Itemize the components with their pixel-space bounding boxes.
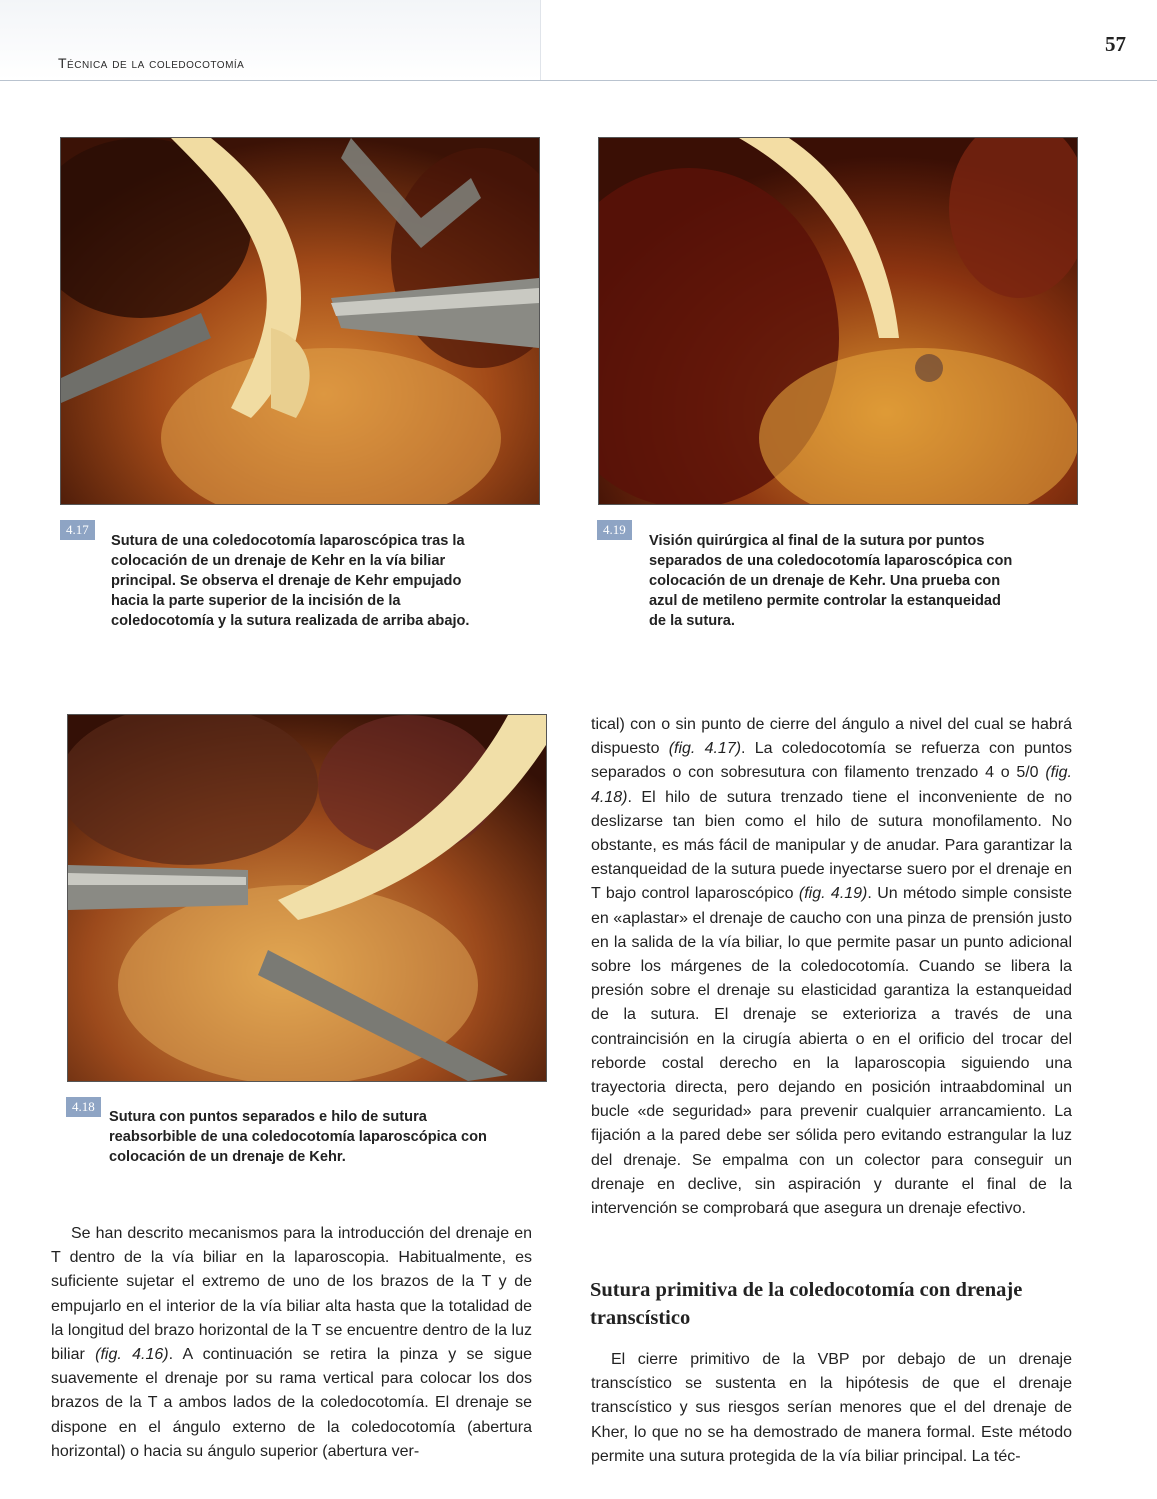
figure-4-19-caption: Visión quirúrgica al final de la sutura por puntos separados de una coledocotomía laparoscópica con colocación de un drenaje de Kehr. Una prueba con azul de metileno permite controlar la estanqueidad de la sutura.	[649, 533, 1013, 629]
figure-4-18-badge: 4.18	[66, 1097, 101, 1117]
figure-4-17-photo	[60, 137, 540, 505]
right-column-text	[591, 713, 1072, 1221]
header-rule	[0, 80, 1157, 81]
figure-4-17-caption: Sutura de una coledocotomía laparoscópica tras la colocación de un drenaje de Kehr en la vía biliar principal. Se observa el drenaje de Kehr empujado hacia la parte superior de la incisión de la coledocotomía y la sutura realizada de arriba abajo.	[111, 533, 470, 629]
figure-4-18-caption: Sutura con puntos separados e hilo de sutura reabsorbible de una coledocotomía laparoscópica con colocación de un drenaje de Kehr.	[109, 1109, 487, 1165]
figure-4-19-badge: 4.19	[597, 520, 632, 540]
right-column-text-2	[591, 1348, 1072, 1469]
figure-reference: (fig. 4.19)	[798, 885, 868, 903]
figure-reference: (fig. 4.18)	[591, 764, 1072, 806]
figure-4-19-photo	[598, 137, 1078, 505]
right-paragraph-2: El cierre primitivo de la VBP por debajo de un drenaje transcístico se sustenta en la hipótesis de que el drenaje transcístico y sus riesgos serían menores que el del drenaje de Kher, lo que no se ha demostrado de manera formal. Este método permite una sutura protegida de la vía biliar principal. La téc-	[591, 1351, 1072, 1465]
left-paragraph-1: Se han descrito mecanismos para la introducción del drenaje en T dentro de la vía biliar en la laparoscopia. Habitualmente, es suficiente sujetar el extremo de uno de los brazos de la T y de empujarlo en el interior de la vía biliar alta hasta que la totalidad de la longitud del brazo horizontal de la T se encuentre dentro de la luz biliar (fig. 4.16). A continuación se retira la pinza y se sigue suavemente el drenaje por su rama vertical para colocar los dos brazos de la T a ambos lados de la coledocotomía. El drenaje se dispone en el ángulo externo de la coledocotomía (abertura horizontal) o hacia su ángulo superior (abertura ver-	[51, 1225, 533, 1460]
figure-reference: (fig. 4.17)	[668, 740, 742, 758]
figure-reference: (fig. 4.16)	[95, 1346, 169, 1364]
figure-4-18-photo	[67, 714, 547, 1082]
running-title: Técnica de la coledocotomía	[58, 55, 245, 71]
figure-4-17-badge: 4.17	[60, 520, 95, 540]
section-title: Sutura primitiva de la coledocotomía con drenaje transcístico	[590, 1279, 1023, 1329]
page-number: 57	[1105, 32, 1126, 56]
left-column-text	[51, 1222, 532, 1464]
right-paragraph-1: tical) con o sin punto de cierre del ángulo a nivel del cual se habrá dispuesto (fig. 4.17). La coledocotomía se refuerza con puntos separados o con sobresutura con filamento trenzado 4 o 5/0 (fig. 4.18). El hilo de sutura trenzado tiene el inconveniente de no deslizarse tan bien como el hilo de sutura monofilamento. No obstante, es más fácil de manipular y de anudar. Para garantizar la estanqueidad de la sutura puede inyectarse suero por el drenaje en T bajo control laparoscópico (fig. 4.19). Un método simple consiste en «aplastar» el drenaje de caucho con una pinza de prensión justo en la salida de la vía biliar, lo que permite pasar un punto adicional sobre los márgenes de la coledocotomía. Cuando se libera la presión sobre el drenaje su elasticidad garantiza la estanqueidad de la sutura. El drenaje se exterioriza a través de una contraincisión en la cirugía abierta o en el orificio del trocar del reborde costal derecho en la laparoscopia siguiendo una trayectoria directa, pero dejando en posición intraabdominal un bucle «de seguridad» para prevenir cualquier arrancamiento. La fijación a la pared debe ser sólida pero evitando estrangular la luz del drenaje. Se empalma con un colector para conseguir un drenaje en declive, sin aspiración y durante el final de la intervención se comprobará que asegura un drenaje efectivo.	[591, 716, 1072, 1218]
